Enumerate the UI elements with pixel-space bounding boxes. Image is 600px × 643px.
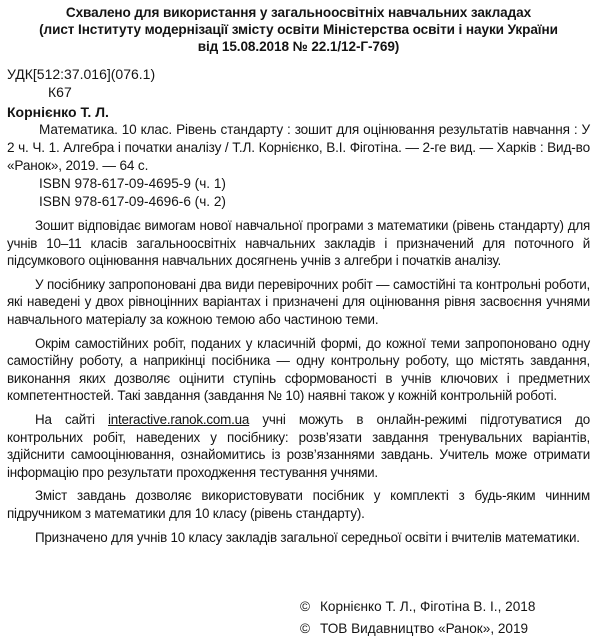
site-intro-text: На сайті xyxy=(35,411,108,427)
author-heading: Корнієнко Т. Л. xyxy=(7,104,109,120)
isbn-list xyxy=(39,175,590,211)
approval-line-1: Схвалено для використання у загальноосвітніх навчальних закладах xyxy=(65,5,532,20)
annotation-paragraph-6: Призначено для учнів 10 класу закладів загальної середньої освіти і вчителів математики. xyxy=(35,529,580,545)
annotation-paragraph-5: Зміст завдань дозволяє використовувати посібник у комплекті з будь-яким чинним підручником з математики для 10 класу (рівень стандарту). xyxy=(7,488,590,521)
bibliographic-text: Математика. 10 клас. Рівень стандарту : зошит для оцінювання результатів навчання : У 2 ч. Ч. 1. Алгебра і початки аналізу / Т.Л. Корнієнко, В.І. Фіготіна. — 2-ге вид. — Харків : Вид-во «Ранок», 2019. — 64 с. xyxy=(7,122,590,173)
copyright-row-2 xyxy=(300,618,535,640)
approval-line-2: (лист Інституту модернізації змісту освіти Міністерства освіти і науки України xyxy=(39,22,558,37)
annotation-paragraph-2: У посібнику запропоновані два види перевірочних робіт — самостійні та контрольні роботи, які наведені у двох рівноцінних варіантах і призначені для оцінювання рівня засвоєння учнями навчального матеріалу за кожною темою або частиною теми. xyxy=(7,276,590,327)
author-mark: К67 xyxy=(48,84,72,100)
copyright-row-1 xyxy=(300,596,535,618)
udk-code: УДК[512:37.016](076.1) xyxy=(7,66,156,82)
annotation xyxy=(7,217,590,546)
approval-line-3: від 15.08.2018 № 22.1/12-Г-769) xyxy=(197,39,400,54)
website-link[interactable]: interactive.ranok.com.ua xyxy=(108,411,250,427)
site-description-text: учні можуть в онлайн-режимі підготуватися до контрольних робіт, наведених у посібнику: розв’язати завдання тренувальних варіантів, здійснити самооцінювання, ознайомитись із розв’язаннями завдань. Учитель може отримати інформацію про результати проходження тестування учнями. xyxy=(7,411,590,480)
copyright-line-1: Корнієнко Т. Л., Фіготіна В. І., 2018 xyxy=(320,599,536,614)
copyright-symbol-1: © xyxy=(300,599,311,614)
approval-notice xyxy=(7,4,590,55)
copyright-block xyxy=(300,596,535,640)
annotation-paragraph-1: Зошит відповідає вимогам нової навчальної програми з математики (рівень стандарту) для учнів 10–11 класів загальноосвітніх навчальних закладів і призначений для поточного й підсумкового оцінювання навчальних досягнень учнів з алгебри і початків аналізу. xyxy=(7,218,590,269)
isbn-part-2: ISBN 978-617-09-4696-6 (ч. 2) xyxy=(39,194,226,209)
bibliographic-description xyxy=(7,121,590,175)
copyright-symbol-2: © xyxy=(300,621,311,636)
classification-codes xyxy=(7,65,590,101)
annotation-paragraph-3: Окрім самостійних робіт, поданих у класичній формі, до кожної теми запропоновано одну самостійну роботу, а наприкінці посібника — одну контрольну роботу, що містять завдання, виконання яких дозволяє оцінити ступінь сформованості в учнів ключових і предметних компетентностей. Такі завдання (завдання № 10) наявні також у кожній контрольній роботі. xyxy=(7,335,590,404)
copyright-line-2: ТОВ Видавництво «Ранок», 2019 xyxy=(320,621,529,636)
isbn-part-1: ISBN 978-617-09-4695-9 (ч. 1) xyxy=(39,176,226,191)
annotation-paragraph-4 xyxy=(7,411,590,481)
